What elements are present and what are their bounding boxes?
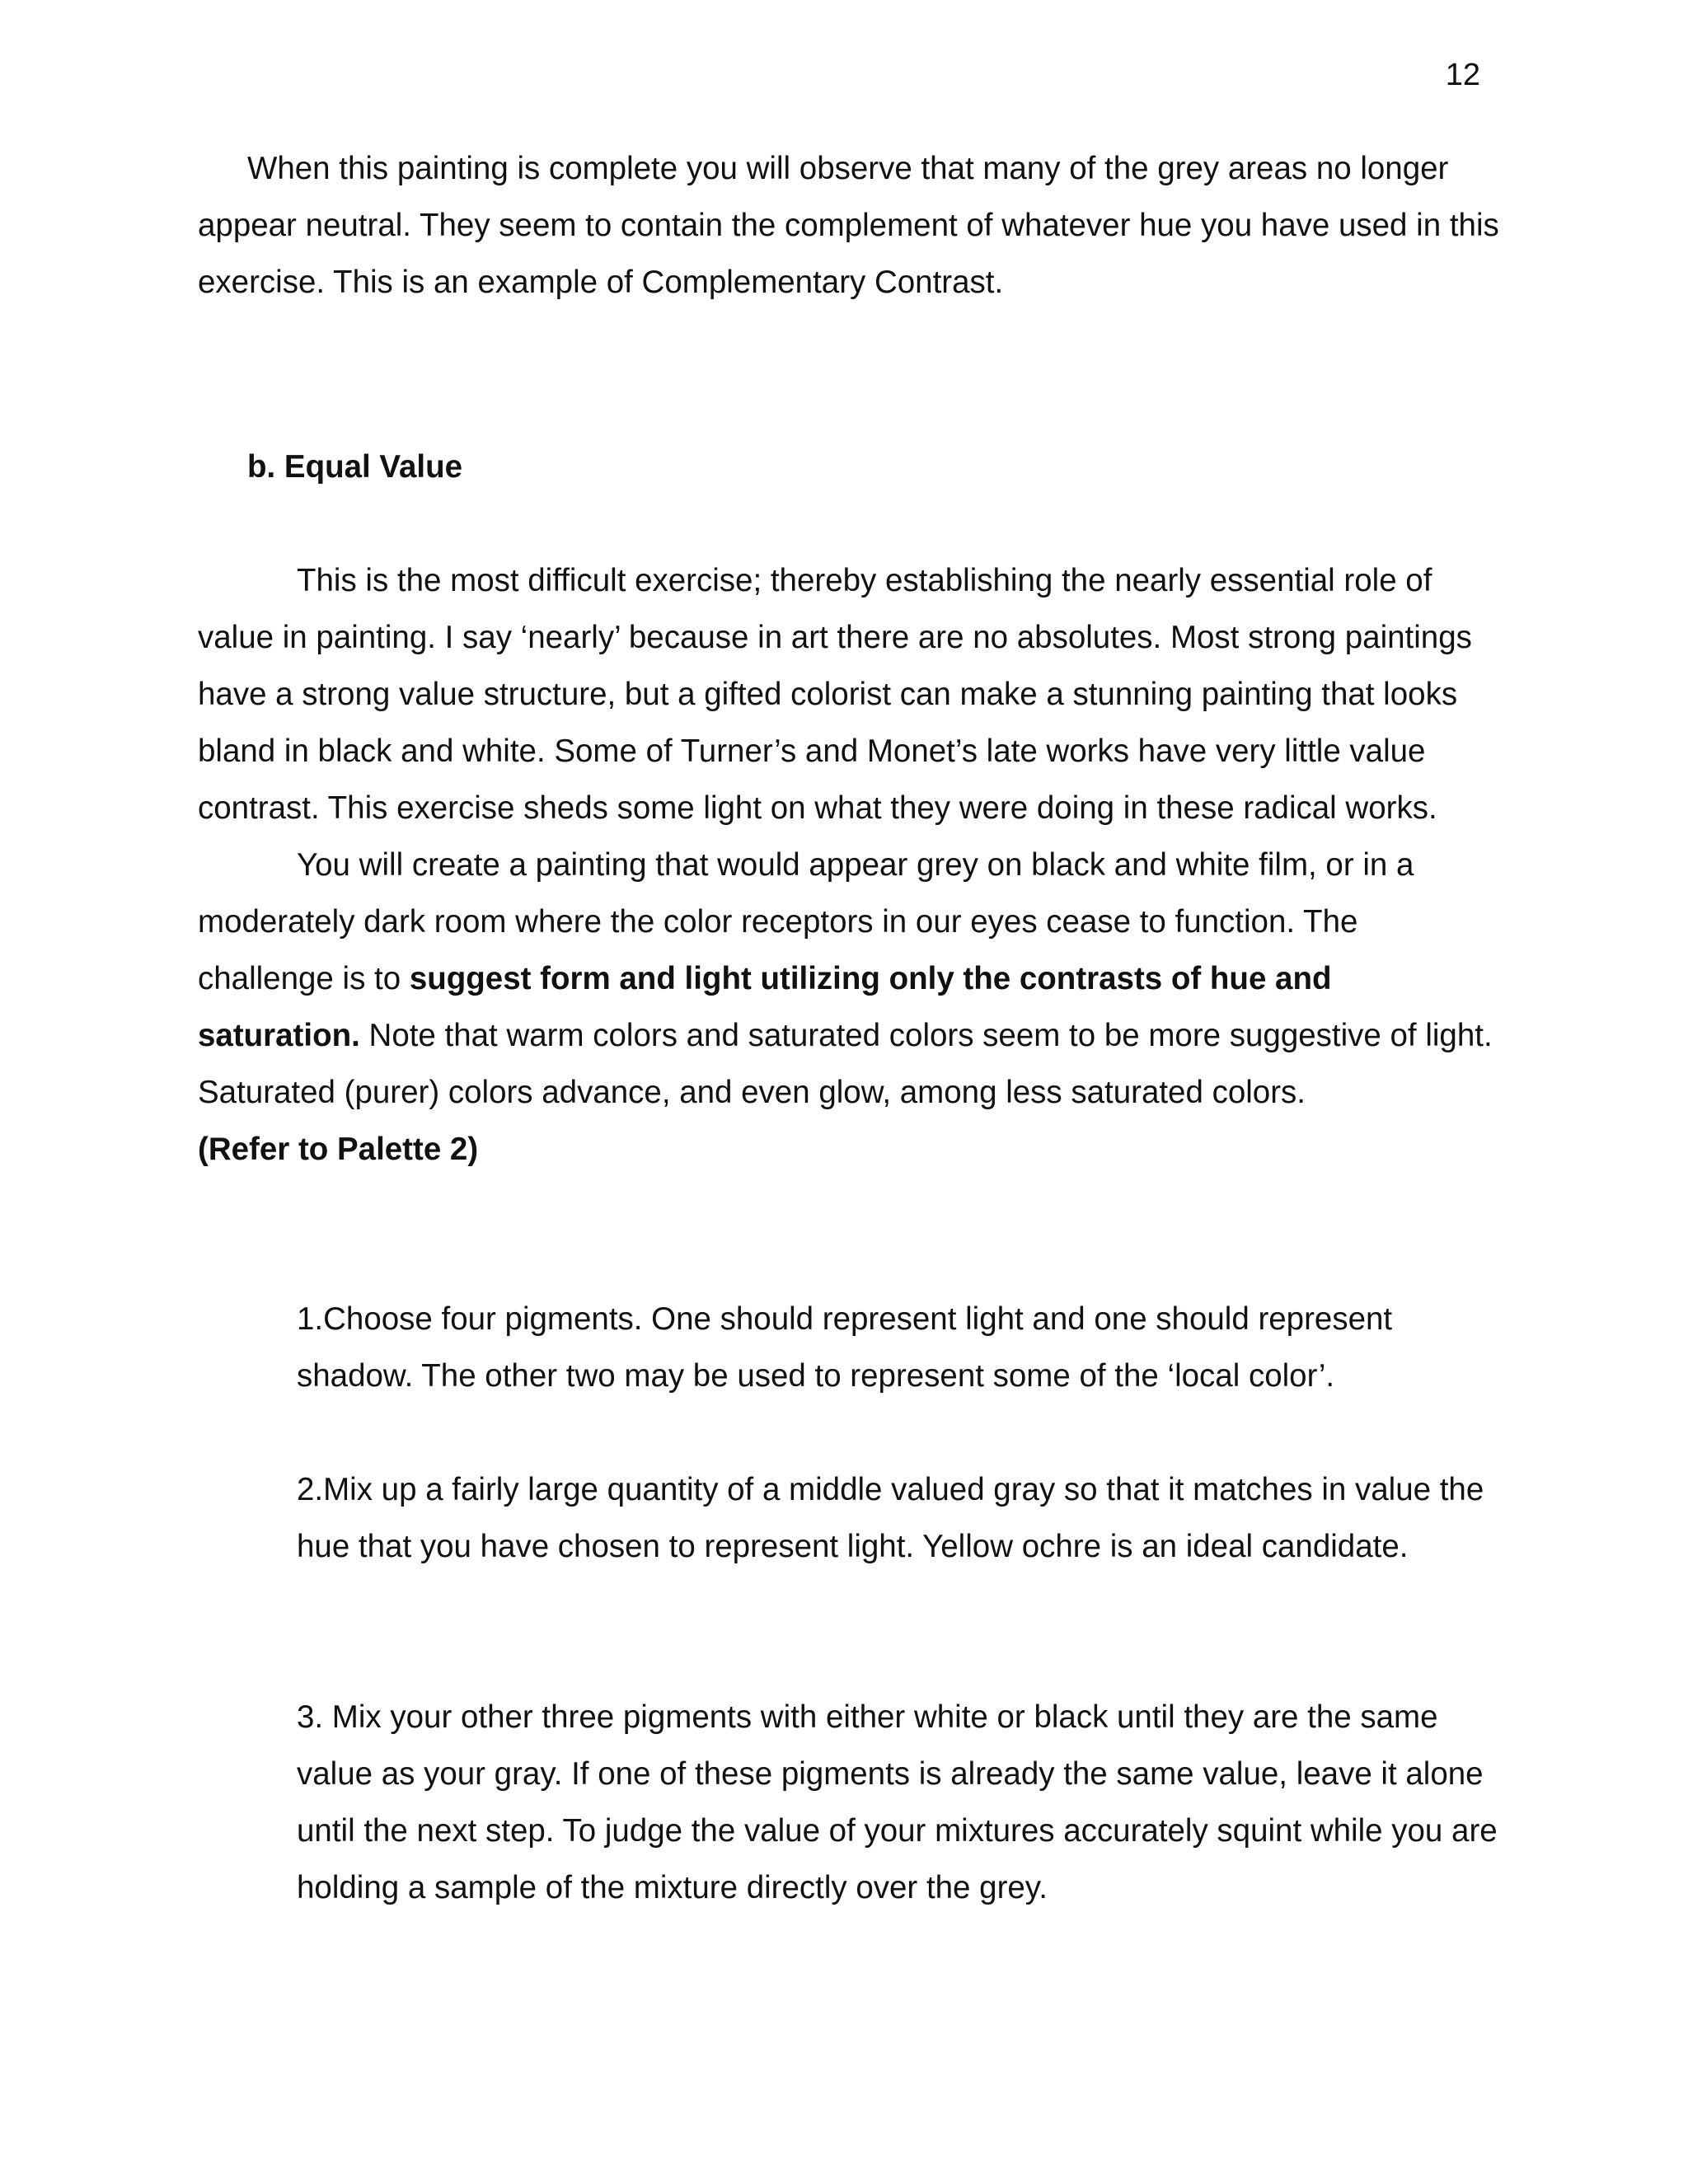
- body-text: [198, 552, 1500, 1178]
- paragraph-create-painting: [198, 837, 1500, 1178]
- bold-emphasis: suggest form and light utilizing only the contrasts of hue and saturation.: [198, 961, 1332, 1053]
- paragraph-text: You will create a painting that would appear grey on black and white film, or in a moderately dark room where the color receptors in our eyes cease to function. The challenge is to: [198, 847, 1414, 996]
- paragraph-difficult-exercise: This is the most difficult exercise; thereby establishing the nearly essential role of value in painting. I say ‘nearly’ because in art there are no absolutes. Most strong paintings have a strong value structure, but a gifted colorist can make a stunning painting that looks bland in black and white. Some of Turner’s and Monet’s late works have very little value contrast. This exercise sheds some light on what they were doing in these radical works.: [198, 563, 1472, 826]
- step-item-2: 2.Mix up a fairly large quantity of a middle valued gray so that it matches in value the hue that you have chosen to represent light. Yellow ochre is an ideal candidate.: [297, 1472, 1484, 1564]
- step-item-3: 3. Mix your other three pigments with either white or black until they are the same value as your gray. If one of these pigments is already the same value, leave it alone until the next step. To judge the value of your mixtures accurately squint while you are holding a sample of the mixture directly over the grey.: [297, 1699, 1498, 1905]
- step-item-1: 1.Choose four pigments. One should represent light and one should represent shadow. The other two may be used to represent some of the ‘local color’.: [297, 1301, 1393, 1394]
- intro-paragraph: When this painting is complete you will observe that many of the grey areas no longer appear neutral. They seem to contain the complement of whatever hue you have used in this exercise. This is an example of Complementary Contrast.: [198, 151, 1499, 300]
- paragraph-text: Note that warm colors and saturated colors seem to be more suggestive of light. Saturated (purer) colors advance, and even glow, among less saturated colors.: [198, 1018, 1493, 1110]
- palette-reference: (Refer to Palette 2): [198, 1132, 479, 1167]
- section-heading: b. Equal Value: [247, 449, 463, 485]
- page-number: 12: [1445, 58, 1480, 92]
